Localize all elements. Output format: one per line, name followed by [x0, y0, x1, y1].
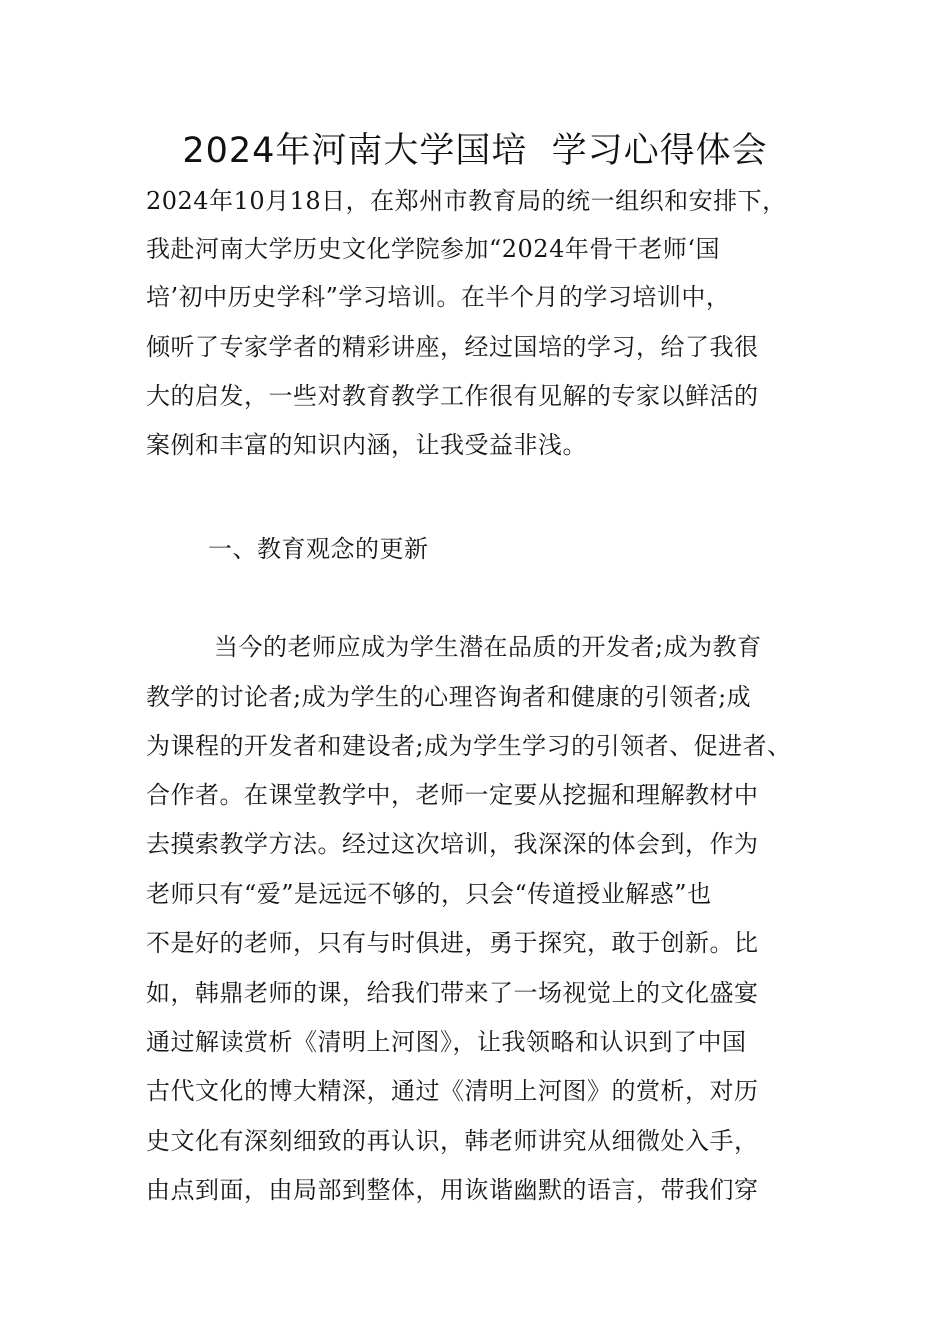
paragraph-line: 为课程的开发者和建设者;成为学生学习的引领者、促进者、	[146, 732, 792, 760]
paragraph-line: 大的启发，一些对教育教学工作很有见解的专家以鲜活的	[146, 382, 759, 410]
section-heading: 一、教育观念的更新	[208, 535, 429, 563]
paragraph-line: 教学的讨论者;成为学生的心理咨询者和健康的引领者;成	[146, 683, 752, 711]
paragraph-line: 案例和丰富的知识内涵，让我受益非浅。	[146, 431, 587, 459]
paragraph-line: 当今的老师应成为学生潜在品质的开发者;成为教育	[214, 633, 762, 661]
paragraph-line: 由点到面，由局部到整体，用诙谐幽默的语言，带我们穿	[146, 1176, 759, 1204]
document-title: 2024年河南大学国培 学习心得体会	[182, 131, 768, 171]
paragraph-line: 合作者。在课堂教学中，老师一定要从挖掘和理解教材中	[146, 781, 759, 809]
paragraph-line: 我赴河南大学历史文化学院参加“2024年骨干老师‘国	[146, 235, 720, 263]
paragraph-line: 不是好的老师，只有与时俱进，勇于探究，敢于创新。比	[146, 929, 759, 957]
paragraph-line: 2024年10月18日，在郑州市教育局的统一组织和安排下，	[146, 187, 787, 215]
paragraph-line: 倾听了专家学者的精彩讲座，经过国培的学习，给了我很	[146, 333, 759, 361]
paragraph-line: 史文化有深刻细致的再认识，韩老师讲究从细微处入手，	[146, 1127, 759, 1155]
paragraph-line: 古代文化的博大精深，通过《清明上河图》的赏析，对历	[146, 1077, 759, 1105]
paragraph-line: 培’初中历史学科”学习培训。在半个月的学习培训中，	[146, 283, 731, 311]
paragraph-line: 老师只有“爱”是远远不够的，只会“传道授业解惑”也	[146, 880, 712, 908]
paragraph-line: 去摸索教学方法。经过这次培训，我深深的体会到，作为	[146, 830, 759, 858]
paragraph-line: 如，韩鼎老师的课，给我们带来了一场视觉上的文化盛宴	[146, 979, 759, 1007]
paragraph-line: 通过解读赏析《清明上河图》，让我领略和认识到了中国	[146, 1028, 747, 1056]
